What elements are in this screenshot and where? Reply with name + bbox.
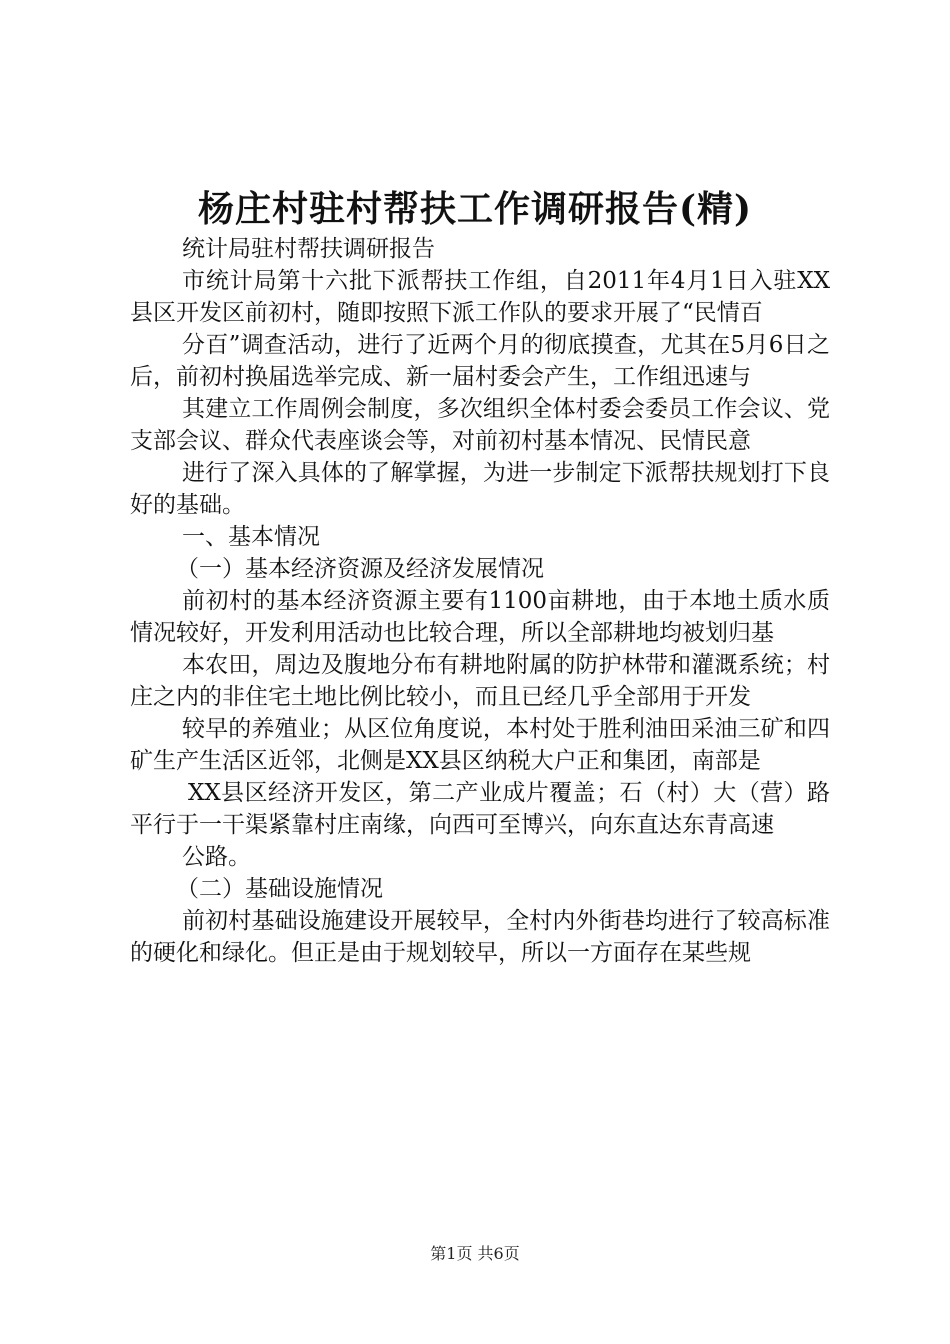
paragraph-subtitle: 统计局驻村帮扶调研报告 [182,236,435,262]
paragraph: 公路。 [182,844,251,870]
section-heading: 一、基本情况 [182,524,320,550]
paragraph: 前初村基础设施建设开展较早，全村内外街巷均进行了较高标准的硬化和绿化。但正是由于规划较早，所以一方面存在某些规 [130,908,830,966]
subsection-heading: （一）基本经济资源及经济发展情况 [176,556,544,582]
paragraph: 较早的养殖业；从区位角度说，本村处于胜利油田采油三矿和四矿生产生活区近邻，北侧是XX县区纳税大户正和集团，南部是 [130,716,830,774]
paragraph: 进行了深入具体的了解掌握，为进一步制定下派帮扶规划打下良好的基础。 [130,460,830,518]
document-body [130,233,830,969]
paragraph: 本农田，周边及腹地分布有耕地附属的防护林带和灌溉系统；村庄之内的非住宅土地比例比较小，而且已经几乎全部用于开发 [130,652,830,710]
subsection-heading: （二）基础设施情况 [176,876,383,902]
page-title: 杨庄村驻村帮扶工作调研报告(精) [197,188,753,230]
paragraph: 其建立工作周例会制度，多次组织全体村委会委员工作会议、党支部会议、群众代表座谈会等，对前初村基本情况、民情民意 [130,396,830,454]
paragraph: 市统计局第十六批下派帮扶工作组，自2011年4月1日入驻XX县区开发区前初村，随即按照下派工作队的要求开展了“民情百 [130,268,830,326]
paragraph: 分百”调查活动，进行了近两个月的彻底摸查，尤其在5月6日之后，前初村换届选举完成、新一届村委会产生，工作组迅速与 [130,332,830,390]
page-indicator: 第1页 共6页 [430,1244,520,1263]
paragraph: 前初村的基本经济资源主要有1100亩耕地，由于本地土质水质情况较好，开发利用活动也比较合理，所以全部耕地均被划归基 [130,588,830,646]
paragraph: XX县区经济开发区，第二产业成片覆盖；石（村）大（营）路平行于一干渠紧靠村庄南缘，向西可至博兴，向东直达东青高速 [130,780,830,838]
